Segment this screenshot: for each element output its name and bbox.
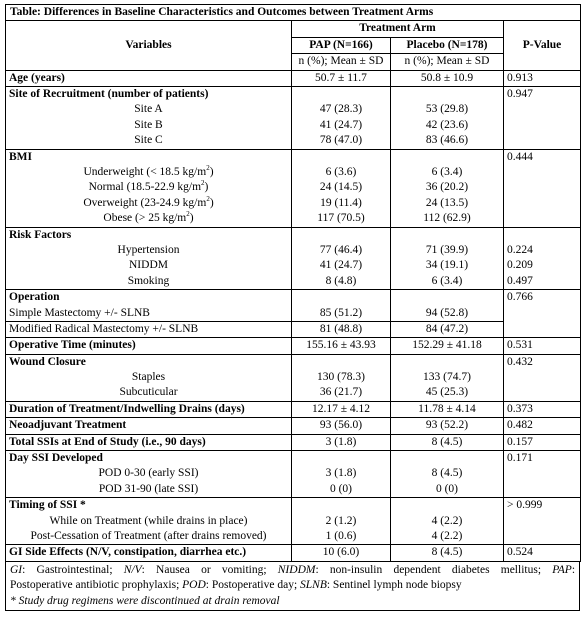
cell-pap: [292, 227, 391, 290]
item-label: POD 31-90 (late SSI): [98, 482, 199, 495]
value: 8 (4.5): [431, 467, 463, 480]
table-row: [6, 498, 581, 545]
cell-placebo: [391, 354, 504, 401]
value: 77 (46.4): [319, 243, 363, 256]
cell-pvalue: 0.373: [504, 401, 581, 417]
table-title-row: [6, 5, 581, 21]
table-row: [6, 149, 581, 227]
cell-pap: [292, 87, 391, 150]
value: 3 (1.8): [325, 467, 357, 480]
table-row: [6, 418, 581, 434]
cell-pap: 12.17 ± 4.12: [292, 401, 391, 417]
value: 6 (3.6): [325, 165, 357, 178]
row-label-gi: GI Side Effects (N/V, constipation, diarrhea etc.): [6, 545, 292, 561]
value: 41 (24.7): [319, 259, 363, 272]
cell-pvalue: 0.913: [504, 70, 581, 86]
row-label-neoadjuvant: Neoadjuvant Treatment: [6, 418, 292, 434]
value: 42 (23.6): [425, 118, 469, 131]
cell-placebo: [391, 87, 504, 150]
value: 45 (25.3): [425, 386, 469, 399]
value: 0 (0): [329, 482, 353, 495]
item-label: While on Treatment (while drains in place): [49, 514, 248, 527]
item-label: Hypertension: [117, 243, 180, 256]
table-row: [6, 70, 581, 86]
cell-pap: 93 (56.0): [292, 418, 391, 434]
cell-pap: 3 (1.8): [292, 434, 391, 450]
row-label-age: Age (years): [6, 70, 292, 86]
table-row: [6, 354, 581, 401]
cell-pap: [292, 451, 391, 498]
value: 2 (1.2): [325, 514, 357, 527]
cell-placebo: 11.78 ± 4.14: [391, 401, 504, 417]
header-variables: Variables: [6, 21, 292, 70]
cell-placebo: 8 (4.5): [391, 545, 504, 561]
header-placebo: Placebo (N=178): [391, 37, 504, 53]
cell-placebo: [391, 149, 504, 227]
table-row: [6, 434, 581, 450]
item-label: Staples: [131, 371, 166, 384]
outcomes-table: [5, 4, 581, 562]
item-label: Subcuticular: [119, 386, 178, 399]
value: 6 (3.4): [431, 274, 463, 287]
cell-placebo: 93 (52.2): [391, 418, 504, 434]
group-label: Risk Factors: [9, 228, 72, 241]
item-label: Simple Mastectomy +/- SLNB: [9, 306, 150, 319]
header-treatment-arm: Treatment Arm: [292, 21, 504, 37]
table-row: [6, 401, 581, 417]
value: 4 (2.2): [431, 530, 463, 543]
group-label: Wound Closure: [9, 355, 86, 368]
value: 0 (0): [435, 482, 459, 495]
cell-pap: 155.16 ± 43.93: [292, 338, 391, 354]
cell-pvalue: 0.531: [504, 338, 581, 354]
footnote-star: * Study drug regimens were discontinued at drain removal: [10, 594, 280, 607]
value: 0.224: [507, 243, 533, 256]
cell-pap: 10 (6.0): [292, 545, 391, 561]
value: 19 (11.4): [320, 196, 362, 209]
cell-pvalue: [504, 227, 581, 290]
cell-pap: 50.7 ± 11.7: [292, 70, 391, 86]
cell-pvalue: 0.482: [504, 418, 581, 434]
table-row: [6, 87, 581, 150]
value: 47 (28.3): [319, 103, 363, 116]
cell-pvalue: 0.524: [504, 545, 581, 561]
value: 94 (52.8): [425, 306, 469, 319]
row-group-site: [6, 87, 292, 150]
value: 83 (46.6): [425, 134, 469, 147]
table-row: [6, 321, 581, 337]
item-label: Site A: [134, 103, 163, 116]
cell-pap: [292, 290, 391, 322]
item-label: POD 0-30 (early SSI): [98, 467, 199, 480]
cell-pvalue: 0.157: [504, 434, 581, 450]
cell-placebo: 50.8 ± 10.9: [391, 70, 504, 86]
row-group-timing: [6, 498, 292, 545]
header-stat-pap: n (%); Mean ± SD: [292, 54, 391, 70]
cell-pvalue: 0.171: [504, 451, 581, 498]
table-row: [6, 338, 581, 354]
value: 133 (74.7): [423, 371, 471, 384]
value: 78 (47.0): [319, 134, 363, 147]
table-title: Table: Differences in Baseline Characteristics and Outcomes between Treatment Arms: [6, 5, 581, 21]
value: 41 (24.7): [319, 118, 363, 131]
item-label: Site C: [134, 134, 163, 147]
value: 85 (51.2): [319, 306, 363, 319]
cell-pvalue: 0.947: [504, 87, 581, 150]
row-group-day-ssi: [6, 451, 292, 498]
value: 36 (20.2): [425, 181, 469, 194]
cell-pvalue: 0.444: [504, 149, 581, 227]
value: 130 (78.3): [317, 371, 365, 384]
group-label: Timing of SSI *: [9, 499, 86, 512]
cell-pap: [292, 498, 391, 545]
cell-pvalue: > 0.999: [504, 498, 581, 545]
value: 0.209: [507, 259, 533, 272]
table-row: [6, 290, 581, 322]
cell-placebo: [391, 451, 504, 498]
item-label: Post-Cessation of Treatment (after drains removed): [30, 530, 267, 543]
value: 117 (70.5): [317, 212, 365, 225]
table-row: [6, 451, 581, 498]
document-page: [5, 4, 580, 611]
table-footnotes: [5, 562, 580, 611]
value: 53 (29.8): [425, 103, 469, 116]
group-label: Site of Recruitment (number of patients): [9, 88, 209, 101]
group-label: Operation: [9, 291, 60, 304]
value: 6 (3.4): [431, 165, 463, 178]
cell-pap: [292, 149, 391, 227]
cell-pap: [292, 354, 391, 401]
item-label: Site B: [134, 118, 163, 131]
value: 24 (13.5): [425, 196, 469, 209]
value: 4 (2.2): [431, 514, 463, 527]
footnote-abbreviations-2: Postoperative antibiotic prophylaxis; POD: Postoperative day; SLNB: Sentinel lymph node biopsy: [10, 579, 462, 592]
value: 36 (21.7): [319, 386, 363, 399]
cell-placebo: [391, 227, 504, 290]
row-label-total-ssi: Total SSIs at End of Study (i.e., 90 days): [6, 434, 292, 450]
table-row: [6, 227, 581, 290]
group-label: BMI: [9, 150, 32, 163]
table-row: [6, 545, 581, 561]
value: 112 (62.9): [423, 212, 471, 225]
row-group-risk: [6, 227, 292, 290]
cell-placebo: [391, 498, 504, 545]
cell-placebo: 84 (47.2): [391, 321, 504, 337]
item-label: Overweight (23-24.9 $kg/m^2$): [83, 194, 214, 209]
row-group-operation: [6, 290, 292, 322]
cell-placebo: [391, 290, 504, 322]
item-label: NIDDM: [129, 259, 168, 272]
header-pvalue: P-Value: [504, 21, 581, 70]
row-group-bmi: [6, 149, 292, 227]
header-stat-placebo: n (%); Mean ± SD: [391, 54, 504, 70]
value: 8 (4.8): [325, 274, 357, 287]
value: 34 (19.1): [425, 259, 469, 272]
cell-pap: 81 (48.8): [292, 321, 391, 337]
row-label-optime: Operative Time (minutes): [6, 338, 292, 354]
value: 24 (14.5): [319, 181, 363, 194]
group-label: Day SSI Developed: [9, 452, 103, 465]
value: 71 (39.9): [425, 243, 469, 256]
item-label: Normal (18.5-22.9 $kg/m^2$): [88, 179, 209, 194]
value: 1 (0.6): [325, 530, 357, 543]
item-label: Smoking: [127, 274, 170, 287]
header-row: [6, 21, 581, 37]
item-label: Modified Radical Mastectomy +/- SLNB: [6, 321, 292, 337]
cell-pvalue: 0.432: [504, 354, 581, 401]
value: 0.497: [507, 274, 533, 287]
cell-pvalue: 0.766: [504, 290, 581, 338]
header-pap: PAP (N=166): [292, 37, 391, 53]
cell-placebo: 152.29 ± 41.18: [391, 338, 504, 354]
row-label-duration: Duration of Treatment/Indwelling Drains (days): [6, 401, 292, 417]
footnote-abbreviations: GI: Gastrointestinal; N/V: Nausea or vomiting; NIDDM: non-insulin dependent diabetes mellitus; PAP:: [10, 563, 576, 576]
row-group-wound: [6, 354, 292, 401]
item-label: Underweight (< 18.5 $kg/m^2$): [83, 164, 214, 178]
item-label: Obese (> 25 $kg/m^2$): [103, 210, 194, 225]
cell-placebo: 8 (4.5): [391, 434, 504, 450]
